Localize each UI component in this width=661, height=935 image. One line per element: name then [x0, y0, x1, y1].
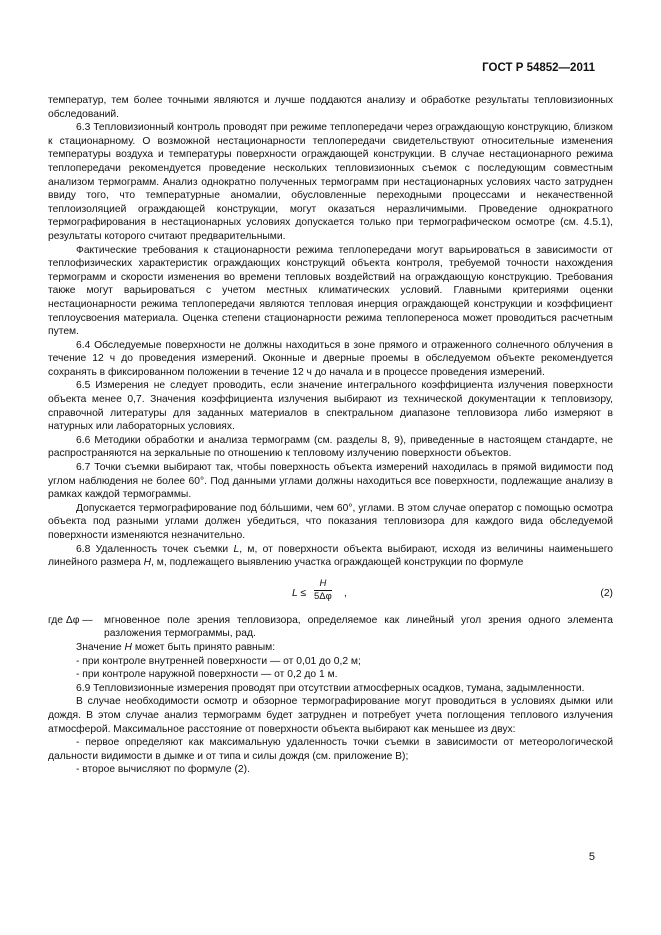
paragraph-6-3: 6.3 Тепловизионный контроль проводят при режиме теплопередачи через ограждающую конструкцию, близком к стационарному. О возможной нестационарности теплопередачи свидетельствуют относительные изменения температуры воздуха и температуры поверхности ограждающей конструкции. В случае нестационарного режима теплопередачи рекомендуется проведение нескольких тепловизионных съемок с последующим совместным анализом термограмм. Анализ однократно полученных термограмм при нестационарных условиях часто затруднен ввиду того, что температурные аномалии, обусловленные переходными процессами и некачественной теплоизоляцией ограждающей конструкции, могут оказаться неразличимыми. Проведение однократного термографирования в нестационарных условиях допускается только при термографическом осмотре (см. 4.5.1), результаты которого считают предварительными. [48, 122, 613, 242]
paragraph-6-6: 6.6 Методики обработки и анализа термограмм (см. разделы 8, 9), приведенные в настоящем стандарте, не распространяются на зеркальные по отношению к тепловому излучению поверхности объектов. [48, 434, 613, 460]
text-run: , м, от поверхности объекта выбирают, исходя из величины наименьшего линейного размера [48, 543, 613, 569]
paragraph: Допускается термографирование под бо́льшими, чем 60°, углами. В этом случае оператор с помощью осмотра объекта под разными углами должен убедиться, что показания тепловизора для каждого вида обследуемой поверхности изменяются незначительно. [48, 502, 613, 541]
legend-label: где Δφ — [48, 614, 93, 626]
variable-h: H [124, 641, 132, 653]
paragraph-6-8 [48, 543, 613, 570]
variable-l: L [233, 543, 240, 555]
list-item: - первое определяют как максимальную удаленность точки съемки в зависимости от метеорологической дальности видимости в дымке и от типа и силы дождя (см. приложение В); [48, 737, 613, 762]
document-body [48, 94, 613, 777]
paragraph [48, 641, 613, 655]
document-code: ГОСТ Р 54852—2011 [482, 62, 595, 74]
formula-comma: , [344, 587, 347, 599]
formula-numerator: H [314, 578, 332, 591]
legend-text: мгновенное поле зрения тепловизора, определяемое как линейный угол зрения одного элемента разложения термограммы, рад. [104, 614, 613, 640]
list-item: - второе вычисляют по формуле (2). [76, 764, 250, 776]
paragraph: температур, тем более точными являются и лучше поддаются анализу и обработке результаты тепловизионных обследований. [48, 95, 613, 120]
variable-h: H [143, 557, 152, 569]
page-number: 5 [588, 851, 595, 863]
list-item: - при контроле наружной поверхности — от 0,2 до 1 м. [76, 669, 338, 681]
formula-lhs: L ≤ [292, 587, 307, 599]
paragraph-6-9: 6.9 Тепловизионные измерения проводят при отсутствии атмосферных осадков, тумана, задымленности. [76, 682, 585, 694]
paragraph-6-7: 6.7 Точки съемки выбирают так, чтобы поверхность объекта измерений находилась в прямой видимости под углом наблюдения не более 60°. Под данными углами должны находиться все поверхности, подлежащие анализу в рамках каждой термограммы. [48, 462, 613, 501]
text-run: 6.8 Удаленность точек съемки [76, 543, 234, 555]
formula-denominator: 5Δφ [314, 590, 332, 602]
text-run: может быть принято равным: [131, 641, 276, 653]
formula-number: (2) [600, 587, 613, 599]
paragraph-6-4: 6.4 Обследуемые поверхности не должны находиться в зоне прямого и отраженного солнечного облучения в течение 12 ч до проведения измерений. Оконные и дверные проемы в обследуемом объекте рекомендуется сохранять в фиксированном положении в течение 12 ч до начала и в процессе проведения измерений. [48, 339, 613, 378]
formula-2 [48, 576, 613, 612]
formula-legend [48, 614, 613, 641]
paragraph-6-5: 6.5 Измерения не следует проводить, если значение интегрального коэффициента излучения поверхности объекта менее 0,7. Значения коэффициента излучения выбирают из технической документации к тепловизору, справочной литературы для заданных материалов в спектральном диапазоне тепловизора либо измеряют в натурных или лабораторных условиях. [48, 380, 613, 433]
paragraph: В случае необходимости осмотр и обзорное термографирование могут проводиться в условиях дымки или дождя. В этом случае анализ термограмм будет затруднен и потребует учета поглощения теплового излучения атмосферой. Максимальное расстояние от поверхности объекта выбирают как меньшее из двух: [48, 696, 613, 735]
list-item: - при контроле внутренней поверхности — от 0,01 до 0,2 м; [76, 655, 361, 667]
text-run: , м, подлежащего выявлению участка ограждающей конструкции по формуле [151, 557, 524, 569]
formula-fraction [314, 578, 332, 603]
paragraph: Фактические требования к стационарности режима теплопередачи могут варьироваться в зависимости от теплофизических характеристик ограждающих конструкций объекта контроля, требуемой точности нахождения термограмм и скорости изменения во времени тепловых воздействий на ограждающую конструкцию. Требования также могут варьироваться с учетом местных климатических условий. Главными критериями оценки нестационарности режима теплопередачи являются тепловая инерция ограждающей конструкции и коэффициент теплоусвоения материала. Оценка степени стационарности режима теплопереноса может проводиться расчетным путем. [48, 244, 613, 338]
text-run: Значение [76, 641, 125, 653]
